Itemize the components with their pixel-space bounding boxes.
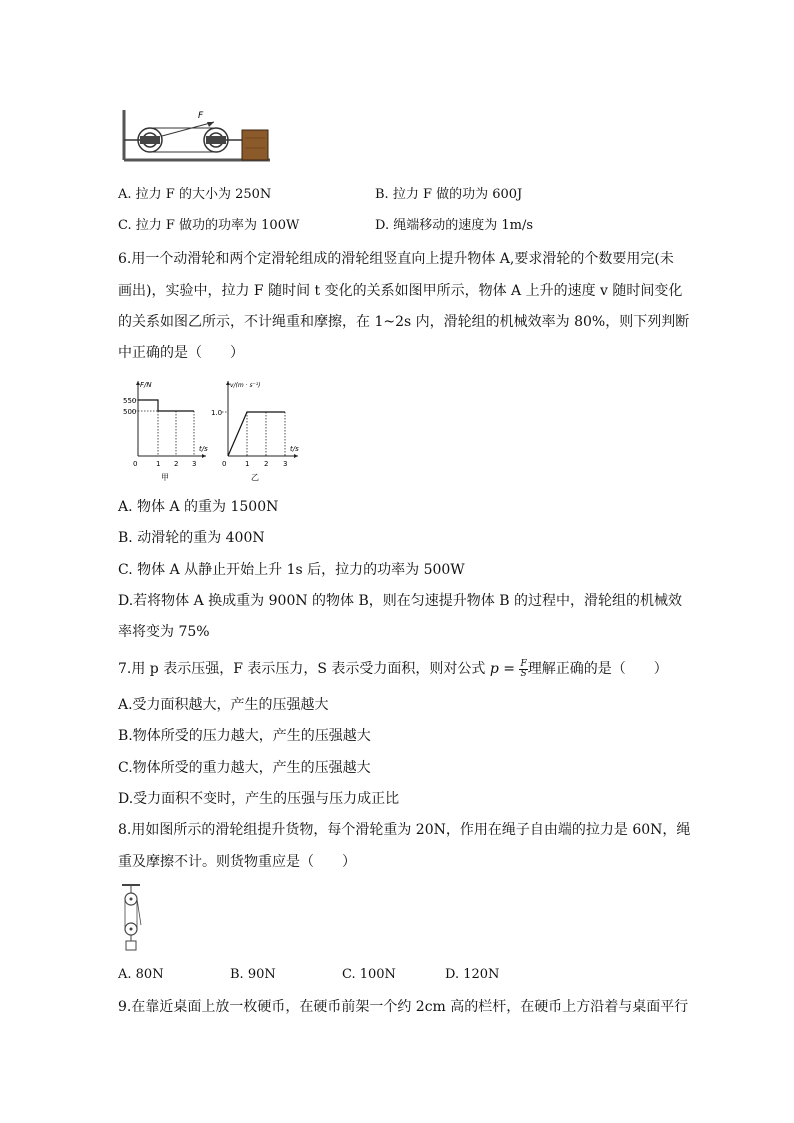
q7-formula-p: p <box>489 661 499 677</box>
q7-option-a: A.受力面积越大，产生的压强越大 <box>118 697 329 713</box>
chart-jia-ytick-550: 550 <box>123 397 137 405</box>
chart-jia-caption: 甲 <box>161 473 169 482</box>
q7-stem <box>118 659 668 679</box>
chart-jia-xlabel: t/s <box>199 445 208 453</box>
q7-formula-fraction <box>519 660 527 679</box>
q7-stem-prefix: 7.用 p 表示压强，F 表示压力，S 表示受力面积，则对公式 <box>118 661 490 677</box>
q8-option-d: D. 120N <box>445 967 500 982</box>
q5-option-b: B. 拉力 F 做的功为 600J <box>375 187 523 202</box>
q8-pulley-figure <box>118 883 148 957</box>
q6-stem-line-4: 中正确的是（ ） <box>118 345 244 361</box>
q9-stem-line-1: 9.在靠近桌面上放一枚硬币，在硬币前架一个约 2cm 高的栏杆，在硬币上方沿着与桌面平行 <box>118 999 689 1015</box>
chart-yi-origin: 0 <box>222 460 227 468</box>
chart-jia-ytick-500: 500 <box>123 408 137 416</box>
chart-jia-xtick-1: 1 <box>156 460 161 468</box>
chart-jia-origin: 0 <box>133 460 138 468</box>
q7-option-d: D.受力面积不变时，产生的压强与压力成正比 <box>118 791 400 807</box>
q6-option-d-line-1: D.若将物体 A 换成重为 900N 的物体 B，则在匀速提升物体 B 的过程中，滑轮组的机械效 <box>118 593 682 609</box>
q5-option-d: D. 绳端移动的速度为 1m/s <box>375 218 534 233</box>
q5-force-label: F <box>198 111 204 121</box>
chart-yi-series-line <box>228 412 285 456</box>
q7-formula-numerator: F <box>520 658 527 669</box>
q6-chart-yi <box>206 376 302 484</box>
chart-yi-ytick-1: 1.0 <box>211 409 223 417</box>
q7-formula-eq: = <box>498 661 520 677</box>
q6-chart-jia <box>118 376 210 484</box>
q8-option-b: B. 90N <box>230 967 276 982</box>
chart-yi-xtick-3: 3 <box>283 460 288 468</box>
q6-option-d-line-2: 率将变为 75% <box>118 624 210 640</box>
q6-option-c: C. 物体 A 从静止开始上升 1s 后，拉力的功率为 500W <box>118 562 465 578</box>
q6-stem-line-3: 的关系如图乙所示，不计绳重和摩擦，在 1~2s 内，滑轮组的机械效率为 80%，则下列判断 <box>118 314 690 330</box>
q6-stem-line-1: 6.用一个动滑轮和两个定滑轮组成的滑轮组竖直向上提升物体 A,要求滑轮的个数要用完(未 <box>118 251 674 267</box>
chart-yi-ylabel: v/(m · s⁻¹) <box>230 382 261 389</box>
chart-yi-xtick-1: 1 <box>245 460 250 468</box>
q8-stem-line-2: 重及摩擦不计。则货物重应是（ ） <box>118 854 356 870</box>
q7-option-c: C.物体所受的重力越大，产生的压强越大 <box>118 760 371 776</box>
q6-option-a: A. 物体 A 的重为 1500N <box>118 499 279 515</box>
q5-option-a: A. 拉力 F 的大小为 250N <box>118 187 272 202</box>
q8-option-c: C. 100N <box>342 967 396 982</box>
chart-jia-series-line <box>138 400 194 411</box>
chart-jia-xtick-2: 2 <box>174 460 179 468</box>
chart-yi-caption: 乙 <box>251 473 259 482</box>
q7-option-b: B.物体所受的压力越大，产生的压强越大 <box>118 728 371 744</box>
chart-jia-ylabel: F/N <box>140 381 152 389</box>
chart-yi-xtick-2: 2 <box>264 460 269 468</box>
q7-formula <box>490 659 528 679</box>
q7-stem-suffix: 理解正确的是（ ） <box>527 661 668 677</box>
q8-option-a: A. 80N <box>118 967 164 982</box>
q6-stem-line-2: 画出)，实验中，拉力 F 随时间 t 变化的关系如图甲所示，物体 A 上升的速度 v 随时间变化 <box>118 283 683 299</box>
q6-option-b: B. 动滑轮的重为 400N <box>118 530 265 546</box>
chart-jia-xtick-3: 3 <box>192 460 197 468</box>
q8-stem-line-1: 8.用如图所示的滑轮组提升货物，每个滑轮重为 20N，作用在绳子自由端的拉力是 60N，绳 <box>118 822 691 838</box>
q5-option-c: C. 拉力 F 做功的功率为 100W <box>118 218 300 233</box>
q7-formula-denominator: S <box>520 668 527 679</box>
chart-yi-xlabel: t/s <box>290 445 299 453</box>
q5-pulley-figure <box>118 108 270 166</box>
